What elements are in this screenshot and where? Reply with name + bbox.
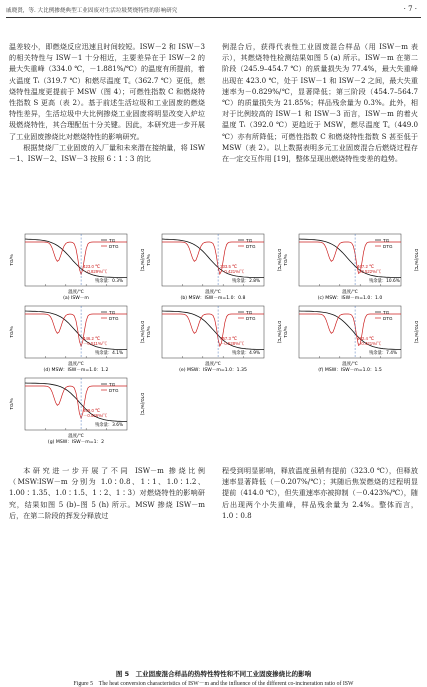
- x-axis-label: 温度/℃: [342, 290, 358, 295]
- legend: [101, 238, 119, 249]
- peak-rate-label: －0.522%/℃: [357, 269, 382, 274]
- page-number: · 7 ·: [403, 5, 417, 13]
- residue-label: 残余量：4.1%: [95, 351, 124, 356]
- tga-plot: [283, 302, 419, 372]
- y-axis-label: TG/%: [146, 326, 151, 338]
- peak-temperature-label: 423.0 ℃: [83, 264, 100, 269]
- page-header: [0, 0, 427, 22]
- residue-label: 残余量：3.6%: [95, 423, 124, 428]
- peak-temperature-label: 409.0 ℃: [83, 408, 100, 413]
- legend-dtg-label: DTG: [109, 388, 119, 393]
- x-axis-label: 温度/℃: [205, 362, 221, 367]
- legend: [101, 382, 119, 393]
- legend-tg-label: TG: [109, 382, 116, 387]
- legend-dtg-label: DTG: [383, 244, 393, 249]
- legend-dtg-label: DTG: [383, 316, 393, 321]
- paragraph: 根据焚烧厂工业固废的入厂量和未来潜在接纳量，将 ISW－1、ISW－2、ISW－3 按照 6∶1∶3 的比: [9, 142, 205, 164]
- paragraph: 程受到明显影响，释放温度虽稍有提前（323.0 ℃），但释放速率显著降低（－0.207%/℃）；其随后焦炭燃烧的过程明显提前（414.0 ℃），但失重速率亦被抑制（－0.423%/℃），随后出现两个小失重峰，样品残余量为 2.4%。整体而言，1.0∶0.8: [222, 466, 418, 520]
- panel-label: (a) ISW－m: [63, 296, 89, 300]
- y-axis-label: TG/%: [9, 398, 14, 410]
- running-head: 戚晓贤，等. 大比例掺烧典型工业固废对生活垃圾焚烧特性的影响研究: [6, 8, 178, 14]
- left-column: [9, 41, 205, 164]
- tga-plot: [9, 230, 145, 300]
- x-axis-label: 温度/℃: [205, 290, 221, 295]
- peak-temperature-label: 446.2 ℃: [83, 336, 100, 341]
- legend-dtg-label: DTG: [246, 316, 256, 321]
- figure-caption-en: Figure 5 The heat conversion characteristics of ISW－m and the influence of the different co-incineration ratio of ISW: [73, 681, 354, 687]
- tga-plot: [9, 374, 145, 444]
- legend-tg-label: TG: [383, 238, 390, 243]
- y2-axis-label: DTG/(%/℃): [277, 320, 282, 344]
- tga-plot: [146, 302, 282, 372]
- tga-panel: [283, 302, 419, 372]
- x-axis-label: 温度/℃: [68, 362, 84, 367]
- y-axis-label: TG/%: [146, 254, 151, 266]
- tga-panel: [9, 374, 145, 444]
- legend-tg-label: TG: [246, 238, 253, 243]
- tga-panel: [283, 230, 419, 300]
- y-axis-label: TG/%: [9, 326, 14, 338]
- panel-label: (c) MSW：ISW－m=1.0：1.0: [317, 296, 383, 300]
- panel-label: (b) MSW：ISW－m=1.0：0.8: [180, 296, 246, 300]
- paragraph: 本研究进一步开展了不同 ISW－m 掺烧比例（MSW∶ISW－m 分别为 1.0∶0.8、1∶1、1.0∶1.2、1.00∶1.35、1.0∶1.5、1∶2、1∶3）对燃烧特性的影响研究，结果如图 5 (b)–图 5 (h) 所示。MSW 掺烧 ISW－m 后，在第二阶段的挥发分释放过: [9, 466, 205, 520]
- legend: [375, 310, 393, 321]
- figure-caption-zh: 图 5 工业固废混合样品的热特性特性和不同工业固废掺烧比的影响: [115, 670, 312, 678]
- peak-temperature-label: 462.4 ℃: [357, 336, 374, 341]
- residue-label: 残余量：4.9%: [232, 351, 261, 356]
- paragraph: 温差较小，即燃烧反应迅速且时间较短。ISW－2 和 ISW－3 的相关特性与 ISW－1 十分相近，主要差异在于 ISW－2 的最大失重峰（334.0 ℃，－1.881%/℃）的温度有所提前，着火温度 Tᵢ（319.7 ℃）和燃尽温度 T꜀（362.7 ℃）更低，燃烧特性温度更提前于 MSW（图 4）；可燃性指数 C 和燃烧特性指数 S 更高（表 2）。基于前述生活垃圾和工业固废的燃烧特性差异，生活垃圾中大比例掺烧工业固废将明显改变入炉垃圾燃烧特性，其合理配伍十分关键。因此，本研究进一步开展了工业固废掺烧比对燃烧特性的影响研究。: [9, 42, 205, 141]
- peak-temperature-label: 457.3 ℃: [220, 336, 237, 341]
- tga-plot: [9, 302, 145, 372]
- tga-panel: [146, 230, 282, 300]
- panel-label: (d) MSW：ISW－m=1.0：1.2: [43, 368, 109, 372]
- header-rule: [6, 17, 421, 18]
- paragraph: 例混合后，获得代表性工业固废混合样品（用 ISW－m 表示），其燃烧特性检测结果如图 5 (a) 所示。ISW－m 在第二阶段（245.9–454.7 ℃）的质量损失为 77.4%，最大失重峰出现在 423.0 ℃，处于 ISW－1 和 ISW－2 之间，最大失重速率为－0.829%/℃，显著降低；第三阶段（454.7–564.7 ℃）的质量损失为 21.85%；样品残余量为 0.3%。此外，相对于比例较高的 ISW－1 和 ISW－3 而言，ISW－m 的着火温度 Tᵢ（392.0 ℃）更趋近于 MSW，燃尽温度 T꜀（449.0 ℃）亦有所降低；可燃性指数 C 和燃烧特性指数 S 甚至低于 MSW（表 2）。以上数据表明多元工业固废混合后燃烧过程存在一定交互作用 [19]，整体呈现出燃烧特性变差的趋势。: [222, 42, 418, 164]
- peak-rate-label: －0.526%/℃: [83, 413, 108, 418]
- y-axis-label: TG/%: [283, 254, 288, 266]
- residue-label: 残余量：7.4%: [369, 351, 398, 356]
- legend: [101, 310, 119, 321]
- legend-dtg-label: DTG: [109, 244, 119, 249]
- y2-axis-label: DTG/(%/℃): [140, 248, 145, 272]
- x-axis-label: 温度/℃: [68, 434, 84, 439]
- panel-label: (f) MSW：ISW－m=1.0：1.5: [318, 368, 382, 372]
- y2-axis-label: DTG/(%/℃): [140, 392, 145, 416]
- legend-tg-label: TG: [109, 310, 116, 315]
- legend-tg-label: TG: [246, 310, 253, 315]
- tga-panel: [9, 230, 145, 300]
- legend-dtg-label: DTG: [109, 316, 119, 321]
- peak-temperature-label: 333.5 ℃: [220, 264, 237, 269]
- panel-label: (g) MSW：ISW－m=1：2: [47, 440, 105, 444]
- tga-panel: [9, 302, 145, 372]
- y-axis-label: TG/%: [283, 326, 288, 338]
- tga-plot: [283, 230, 419, 300]
- y-axis-label: TG/%: [9, 254, 14, 266]
- tga-plot: [146, 230, 282, 300]
- residue-label: 残余量：10.6%: [369, 279, 400, 284]
- peak-temperature-label: 467.2 ℃: [357, 264, 374, 269]
- residue-label: 残余量：2.8%: [232, 279, 261, 284]
- legend: [238, 238, 256, 249]
- peak-rate-label: －0.421%/℃: [357, 341, 382, 346]
- right-column: [222, 41, 418, 164]
- legend: [238, 310, 256, 321]
- panel-label: (e) MSW：ISW－m=1.0：1.35: [179, 368, 247, 372]
- x-axis-label: 温度/℃: [68, 290, 84, 295]
- legend-tg-label: TG: [383, 310, 390, 315]
- peak-rate-label: －0.511%/℃: [83, 341, 108, 346]
- legend: [375, 238, 393, 249]
- residue-label: 残余量：0.3%: [95, 279, 124, 284]
- x-axis-label: 温度/℃: [342, 362, 358, 367]
- peak-rate-label: －0.829%/℃: [83, 269, 108, 274]
- y2-axis-label: DTG/(%/℃): [140, 320, 145, 344]
- tga-panel: [146, 302, 282, 372]
- peak-rate-label: －0.421%/℃: [220, 269, 245, 274]
- y2-axis-label: DTG/(%/℃): [277, 248, 282, 272]
- y2-axis-label: DTG/(%/℃): [414, 320, 419, 344]
- legend-dtg-label: DTG: [246, 244, 256, 249]
- peak-rate-label: －0.528%/℃: [220, 341, 245, 346]
- y2-axis-label: DTG/(%/℃): [414, 248, 419, 272]
- legend-tg-label: TG: [109, 238, 116, 243]
